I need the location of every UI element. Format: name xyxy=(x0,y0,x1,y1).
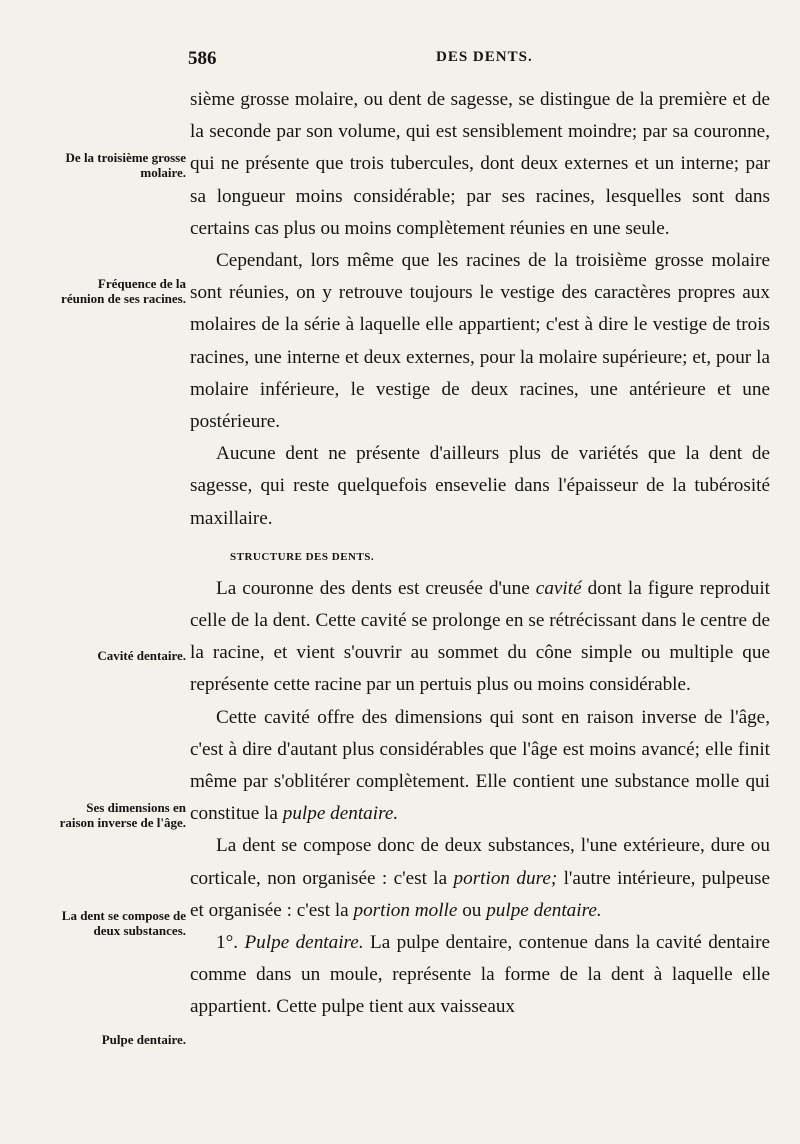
margin-note-frequence-reunion: Fréquence de la réunion de ses racines. xyxy=(61,276,186,306)
paragraph: 1°. Pulpe dentaire. La pulpe dentaire, contenue dans la cavité dentaire comme dans un moule, représente la forme de la dent à laquelle elle appartient. Cette pulpe tient aux vaisseaux xyxy=(190,932,770,1018)
body-text xyxy=(190,84,770,1024)
section-heading: STRUCTURE DES DENTS. xyxy=(230,550,375,563)
paragraph: Cette cavité offre des dimensions qui sont en raison inverse de l'âge, c'est à dire d'autant plus considérables que l'âge est moins avancé; elle finit même par s'oblitérer complètement. Elle contient une substance molle qui constitue la pulpe dentaire. xyxy=(190,706,770,825)
margin-note-cavite-dentaire: Cavité dentaire. xyxy=(97,648,186,663)
running-head: DES DENTS. xyxy=(436,49,533,65)
page-header xyxy=(188,48,588,72)
margin-note-dimensions: Ses dimensions en raison inverse de l'âge. xyxy=(59,800,186,830)
paragraph: La couronne des dents est creusée d'une cavité dont la figure reproduit celle de la dent. Cette cavité se prolonge en se rétrécissant dans le centre de la racine, et vient s'ouvrir au sommet du cône simple ou multiple que représente cette racine par un pertuis plus ou moins considérable. xyxy=(190,577,770,696)
paragraph: Cependant, lors même que les racines de la troisième grosse molaire sont réunies, on y retrouve toujours le vestige des caractères propres aux molaires de la série à laquelle elle appartient; c'est à dire le vestige de trois racines, une interne et deux externes, pour la molaire supérieure; et, pour la molaire inférieure, le vestige de deux racines, une antérieure et une postérieure. xyxy=(190,250,770,433)
paragraph: La dent se compose donc de deux substances, l'une extérieure, dure ou corticale, non organisée : c'est la portion dure; l'autre intérieure, pulpeuse et organisée : c'est la portion molle ou pulpe dentaire. xyxy=(190,835,770,921)
paragraph: Aucune dent ne présente d'ailleurs plus de variétés que la dent de sagesse, qui reste quelquefois ensevelie dans l'épaisseur de la tubérosité maxillaire. xyxy=(190,443,770,529)
margin-note-pulpe-dentaire: Pulpe dentaire. xyxy=(101,1032,186,1047)
paragraph: sième grosse molaire, ou dent de sagesse, se distingue de la première et de la seconde par son volume, qui est sensiblement moindre; par sa couronne, qui ne présente que trois tubercules, dont deux externes et un interne; par sa longueur moins considérable; par ses racines, lesquelles sont dans certains cas plus ou moins complètement réunies en une seule. xyxy=(190,89,770,239)
margin-note-troisieme-molaire: De la troisième grosse molaire. xyxy=(65,150,186,180)
page-number: 586 xyxy=(188,48,217,69)
margin-note-deux-substances: La dent se compose de deux substances. xyxy=(61,908,186,938)
